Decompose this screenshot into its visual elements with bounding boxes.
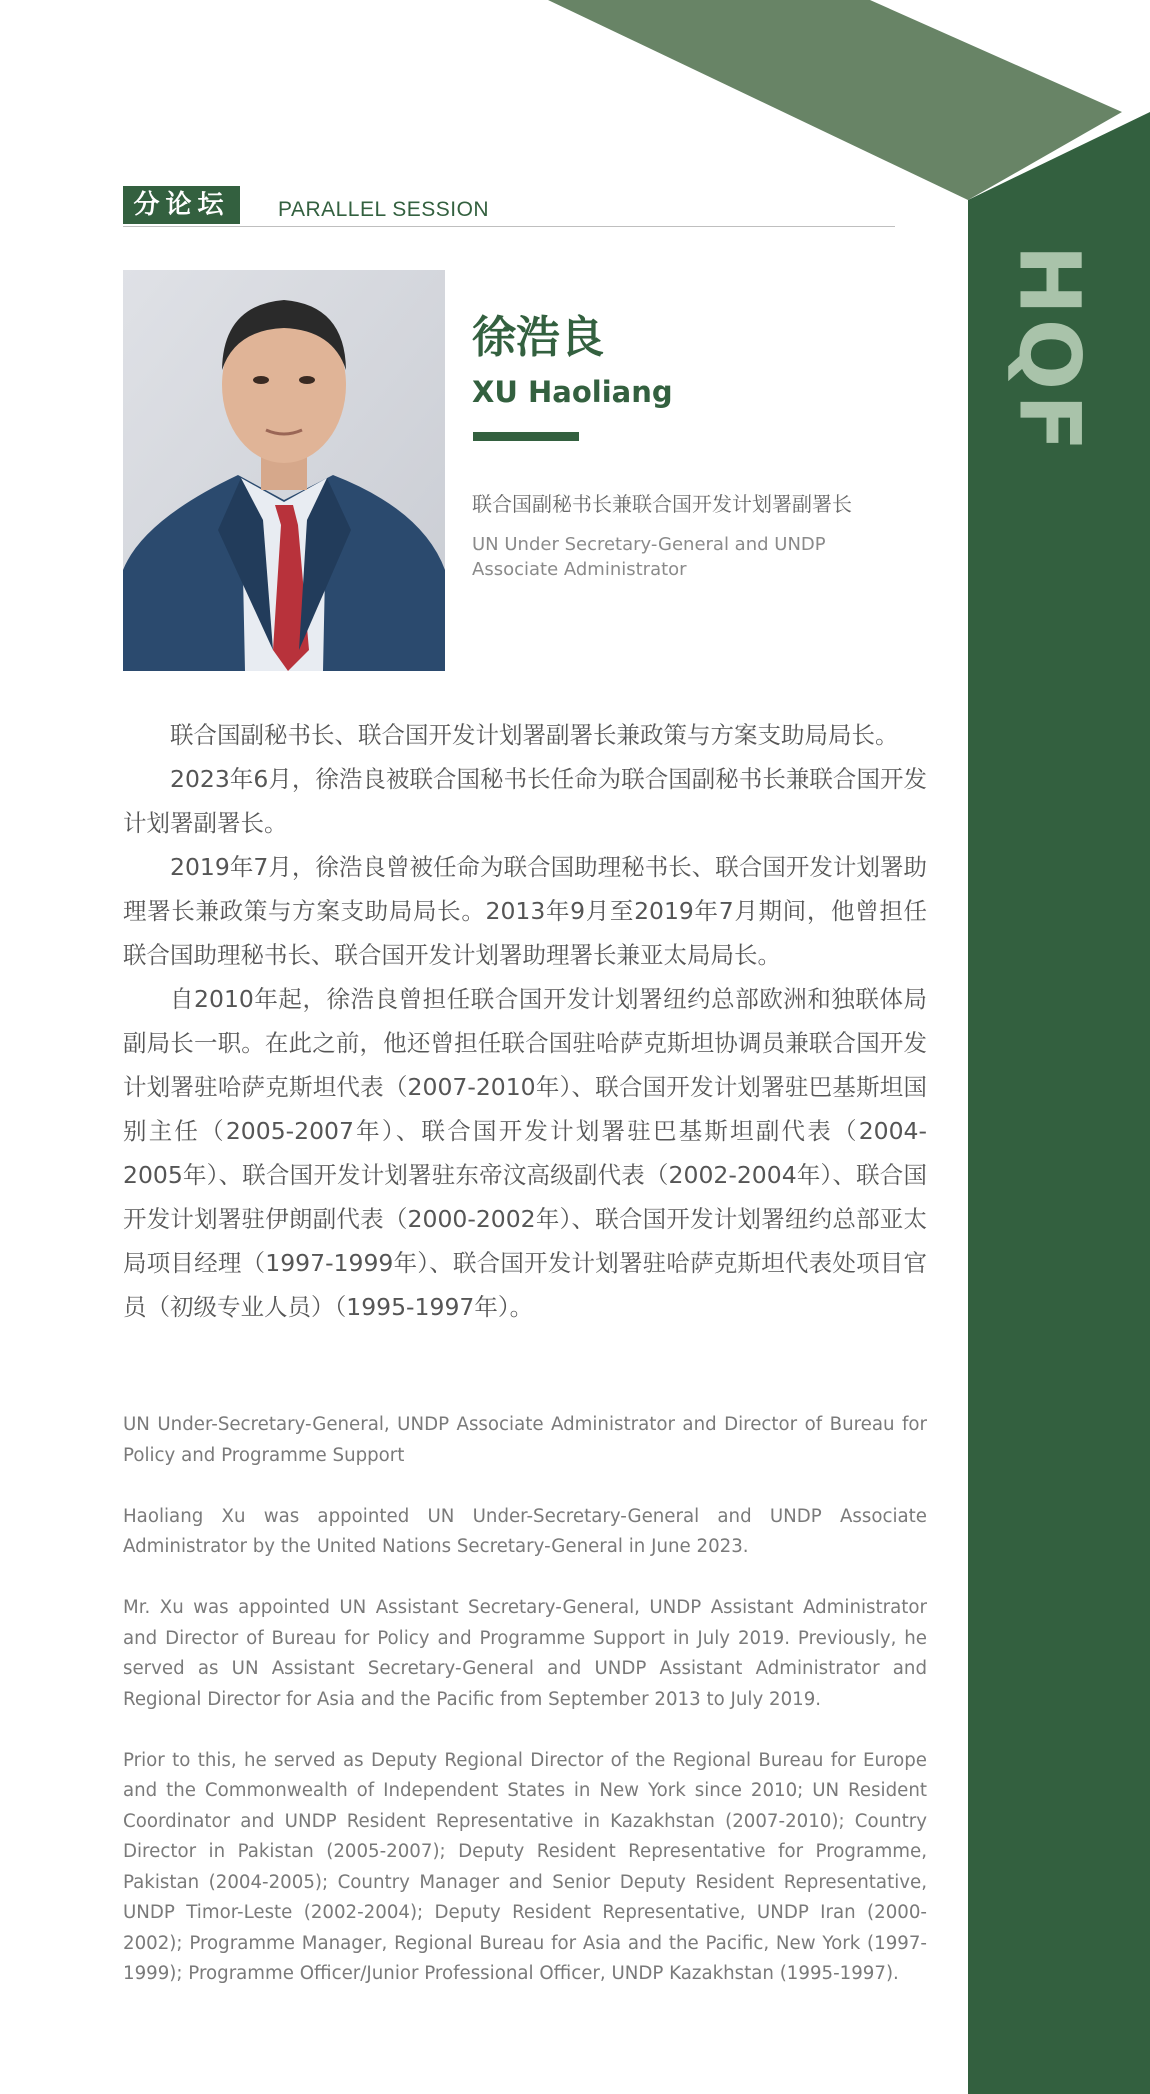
speaker-title-cn: 联合国副秘书长兼联合国开发计划署副署长 bbox=[472, 492, 852, 516]
bio-cn-paragraph: 自2010年起，徐浩良曾担任联合国开发计划署纽约总部欧洲和独联体局副局长一职。在此之前，他还曾担任联合国驻哈萨克斯坦协调员兼联合国开发计划署驻哈萨克斯坦代表（2007-2010年）、联合国开发计划署驻巴基斯坦国别主任（2005-2007年）、联合国开发计划署驻巴基斯坦副代表（2004-2005年）、联合国开发计划署驻东帝汶高级副代表（2002-2004年）、联合国开发计划署驻伊朗副代表（2000-2002年）、联合国开发计划署纽约总部亚太局项目经理（1997-1999年）、联合国开发计划署驻哈萨克斯坦代表处项目官员（初级专业人员）（1995-1997年）。 bbox=[123, 985, 927, 1321]
session-badge: 分论坛 bbox=[123, 186, 240, 224]
bio-cn-paragraph: 2023年6月，徐浩良被联合国秘书长任命为联合国副秘书长兼联合国开发计划署副署长。 bbox=[123, 765, 927, 837]
biography-en bbox=[123, 1410, 927, 2020]
bio-cn-paragraph: 联合国副秘书长、联合国开发计划署副署长兼政策与方案支助局局长。 bbox=[170, 721, 899, 749]
speaker-photo bbox=[123, 270, 445, 671]
session-label: PARALLEL SESSION bbox=[278, 198, 490, 221]
bio-en-paragraph: Mr. Xu was appointed UN Assistant Secretary-General, UNDP Assistant Administrator and Director of Bureau for Policy and Programme Support in July 2019. Previously, he served as UN Assistant Secretary-General and UNDP Assistant Administrator and Regional Director for Asia and the Pacific from September 2013 to July 2019. bbox=[123, 1597, 927, 1710]
bio-cn-paragraph: 2019年7月，徐浩良曾被任命为联合国助理秘书长、联合国开发计划署助理署长兼政策与方案支助局局长。2013年9月至2019年7月期间，他曾担任联合国助理秘书长、联合国开发计划署助理署长兼亚太局局长。 bbox=[123, 853, 927, 969]
bio-en-paragraph: Haoliang Xu was appointed UN Under-Secretary-General and UNDP Associate Administrator by the United Nations Secretary-General in June 2023. bbox=[123, 1505, 927, 1557]
side-brand-text bbox=[1000, 240, 1100, 460]
biography-cn bbox=[123, 713, 927, 1329]
brand-logo-text: HQF bbox=[1001, 244, 1099, 456]
bio-en-paragraph: Prior to this, he served as Deputy Regional Director of the Regional Bureau for Europe and the Commonwealth of Independent States in New York since 2010; UN Resident Coordinator and UNDP Resident Representative in Kazakhstan (2007-2010); Country Director in Pakistan (2005-2007); Deputy Resident Representative for Programme, Pakistan (2004-2005); Country Manager and Senior Deputy Resident Representative, UNDP Timor-Leste (2002-2004); Deputy Resident Representative, UNDP Iran (2000-2002); Programme Manager, Regional Bureau for Asia and the Pacific, New York (1997-1999); Programme Officer/Junior Professional Officer, UNDP Kazakhstan (1995-1997). bbox=[123, 1749, 927, 1984]
session-header bbox=[123, 186, 895, 227]
speaker-title-en: UN Under Secretary-General and UNDP Associate Administrator bbox=[472, 534, 826, 580]
speaker-name-cn: 徐浩良 bbox=[472, 312, 604, 363]
portrait-illustration bbox=[123, 270, 445, 671]
name-underline bbox=[473, 432, 579, 441]
bio-en-paragraph: UN Under-Secretary-General, UNDP Associate Administrator and Director of Bureau for Policy and Programme Support bbox=[123, 1414, 927, 1466]
speaker-name-en: XU Haoliang bbox=[472, 375, 673, 409]
